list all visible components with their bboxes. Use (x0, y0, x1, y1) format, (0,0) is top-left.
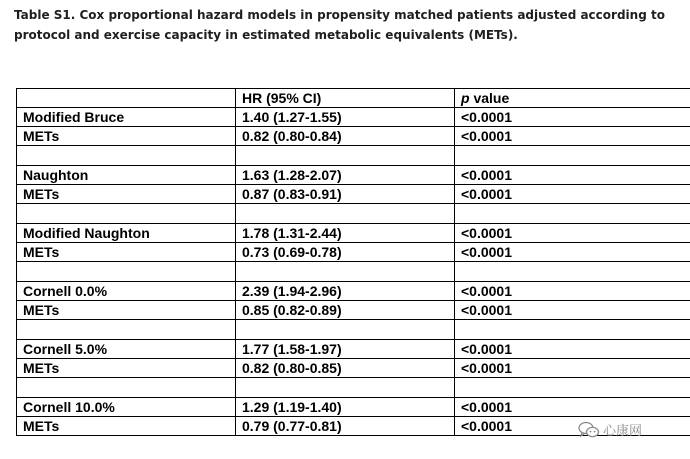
table-row (17, 398, 690, 417)
row-p-value: <0.0001 (455, 340, 690, 359)
header-p-italic: p (461, 90, 470, 106)
row-p-value: <0.0001 (455, 224, 690, 243)
row-p-value: <0.0001 (455, 185, 690, 204)
row-hr: 0.73 (0.69-0.78) (236, 243, 455, 262)
row-hr: 1.40 (1.27-1.55) (236, 108, 455, 127)
empty-cell (17, 262, 236, 282)
table-row (17, 340, 690, 359)
row-p-value: <0.0001 (455, 108, 690, 127)
table-row (17, 108, 690, 127)
row-label: Cornell 0.0% (17, 282, 236, 301)
row-label: METs (17, 417, 236, 436)
table-row (17, 127, 690, 146)
row-hr: 2.39 (1.94-2.96) (236, 282, 455, 301)
table-caption (14, 5, 674, 45)
row-hr: 0.87 (0.83-0.91) (236, 185, 455, 204)
empty-cell (455, 204, 690, 224)
empty-cell (17, 320, 236, 340)
empty-cell (455, 320, 690, 340)
header-p-rest: value (469, 90, 510, 106)
row-hr: 1.63 (1.28-2.07) (236, 166, 455, 185)
empty-cell (236, 378, 455, 398)
spacer-row (17, 146, 690, 166)
empty-cell (17, 146, 236, 166)
empty-cell (455, 378, 690, 398)
row-label: Modified Bruce (17, 108, 236, 127)
row-p-value: <0.0001 (455, 398, 690, 417)
watermark-text: 心康网 (603, 424, 643, 439)
header-label-cell (17, 89, 236, 108)
empty-cell (236, 146, 455, 166)
empty-cell (236, 204, 455, 224)
table-row (17, 185, 690, 204)
watermark (578, 420, 642, 439)
caption-line-1: Table S1. Cox proportional hazard models in propensity matched patients adjusted according to (14, 8, 665, 22)
empty-cell (236, 320, 455, 340)
empty-cell (236, 262, 455, 282)
spacer-row (17, 262, 690, 282)
row-p-value: <0.0001 (455, 301, 690, 320)
hazard-ratio-table (16, 88, 690, 436)
wechat-chat-icon (578, 421, 600, 439)
table-row (17, 301, 690, 320)
row-p-value: <0.0001 (455, 243, 690, 262)
row-p-value: <0.0001 (455, 282, 690, 301)
spacer-row (17, 320, 690, 340)
row-label: METs (17, 301, 236, 320)
row-hr: 1.77 (1.58-1.97) (236, 340, 455, 359)
header-row (17, 89, 690, 108)
row-label: METs (17, 127, 236, 146)
row-label: METs (17, 185, 236, 204)
table-row (17, 282, 690, 301)
row-label: Naughton (17, 166, 236, 185)
table-row (17, 224, 690, 243)
row-label: Cornell 5.0% (17, 340, 236, 359)
row-hr: 1.78 (1.31-2.44) (236, 224, 455, 243)
caption-line-2: protocol and exercise capacity in estimated metabolic equivalents (METs). (14, 28, 518, 42)
row-label: Cornell 10.0% (17, 398, 236, 417)
empty-cell (455, 146, 690, 166)
row-label: METs (17, 359, 236, 378)
empty-cell (455, 262, 690, 282)
row-p-value: <0.0001 (455, 127, 690, 146)
header-hr-cell: HR (95% CI) (236, 89, 455, 108)
empty-cell (17, 378, 236, 398)
row-label: Modified Naughton (17, 224, 236, 243)
row-p-value: <0.0001 (455, 359, 690, 378)
row-hr: 0.79 (0.77-0.81) (236, 417, 455, 436)
row-hr: 0.82 (0.80-0.84) (236, 127, 455, 146)
table-row (17, 243, 690, 262)
spacer-row (17, 204, 690, 224)
spacer-row (17, 378, 690, 398)
row-p-value: <0.0001 (455, 166, 690, 185)
table-row (17, 166, 690, 185)
empty-cell (17, 204, 236, 224)
row-hr: 0.85 (0.82-0.89) (236, 301, 455, 320)
row-hr: 1.29 (1.19-1.40) (236, 398, 455, 417)
row-p-value: <0.0001 (455, 417, 690, 436)
table-row (17, 359, 690, 378)
row-hr: 0.82 (0.80-0.85) (236, 359, 455, 378)
header-p-cell (455, 89, 690, 108)
row-label: METs (17, 243, 236, 262)
